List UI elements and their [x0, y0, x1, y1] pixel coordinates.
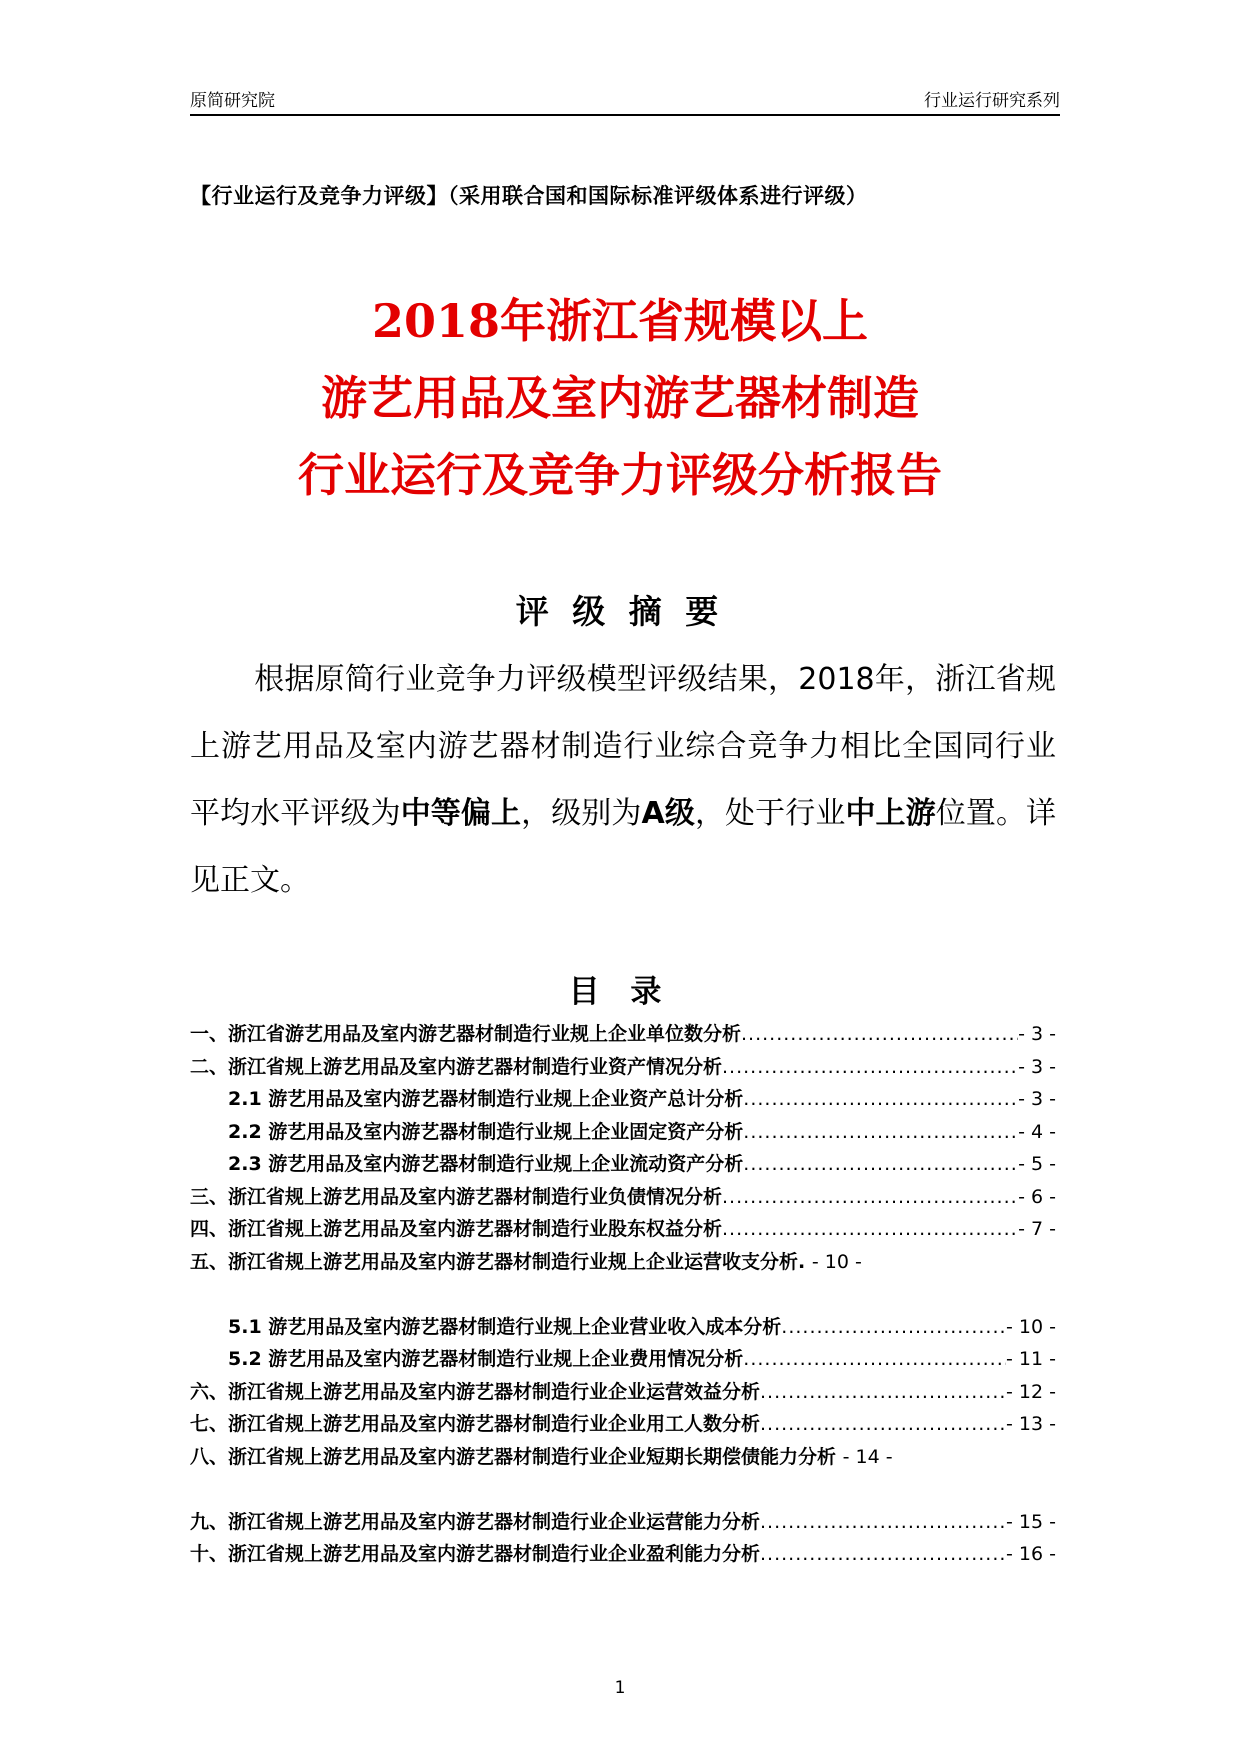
toc-item[interactable] [190, 1343, 1056, 1376]
table-of-contents [190, 1018, 1056, 1571]
report-title-line-2: 游艺用品及室内游艺器材制造 [321, 371, 919, 425]
summary-text-1: 根据原简行业竞争力评级模型评级结果，2018年，浙江省规上游艺用品及室内游艺器材制造行业综合竞争力相比全国同行业平均水平评级为 [190, 662, 1056, 831]
rating-subtitle: 【行业运行及竞争力评级】（采用联合国和国际标准评级体系进行评级） [190, 184, 868, 208]
summary-rating-grade: A级 [641, 796, 695, 831]
toc-item-label: 四、浙江省规上游艺用品及室内游艺器材制造行业股东权益分析 [190, 1218, 723, 1240]
toc-item[interactable] [190, 1018, 1056, 1051]
toc-item-page: - 3 - [1018, 1023, 1056, 1045]
toc-item-page: - 7 - [1018, 1218, 1056, 1240]
toc-item-label: 2.3 游艺用品及室内游艺器材制造行业规上企业流动资产分析 [228, 1153, 744, 1175]
toc-item-label: 2.1 游艺用品及室内游艺器材制造行业规上企业资产总计分析 [228, 1088, 744, 1110]
toc-item-label: 5.2 游艺用品及室内游艺器材制造行业规上企业费用情况分析 [228, 1348, 744, 1370]
toc-leader [743, 1343, 1006, 1376]
report-title-line-3: 行业运行及竞争力评级分析报告 [298, 448, 942, 502]
toc-item[interactable] [190, 1051, 1056, 1084]
report-title-line-1: 2018年浙江省规模以上 [371, 294, 869, 348]
page-number: 1 [614, 1678, 626, 1698]
toc-item[interactable] [190, 1441, 1056, 1506]
toc-item-label: 九、浙江省规上游艺用品及室内游艺器材制造行业企业运营能力分析 [190, 1510, 761, 1533]
toc-item-label: 二、浙江省规上游艺用品及室内游艺器材制造行业资产情况分析 [190, 1055, 723, 1078]
toc-item-label: 5.1 游艺用品及室内游艺器材制造行业规上企业营业收入成本分析 [228, 1315, 782, 1338]
toc-item-page: - 14 - [842, 1445, 893, 1468]
toc-item-page: - 16 - [1006, 1543, 1056, 1565]
toc-item[interactable] [190, 1116, 1056, 1149]
toc-leader [722, 1213, 1018, 1246]
header-divider [190, 114, 1060, 116]
toc-item[interactable] [190, 1311, 1056, 1344]
toc-item[interactable] [190, 1376, 1056, 1409]
toc-item-label: 2.2 游艺用品及室内游艺器材制造行业规上企业固定资产分析 [228, 1120, 744, 1143]
toc-item-label: 六、浙江省规上游艺用品及室内游艺器材制造行业企业运营效益分析 [190, 1380, 761, 1403]
summary-text-2: ，级别为 [521, 796, 642, 831]
toc-leader [722, 1181, 1018, 1214]
toc-item[interactable] [190, 1246, 1056, 1311]
toc-item-label: 八、浙江省规上游艺用品及室内游艺器材制造行业企业短期长期偿债能力分析 [190, 1445, 837, 1468]
toc-item-page: - 3 - [1018, 1055, 1056, 1078]
toc-item-label: 一、浙江省游艺用品及室内游艺器材制造行业规上企业单位数分析 [190, 1023, 742, 1045]
summary-text-3: ，处于行业 [694, 796, 846, 831]
toc-item[interactable] [190, 1506, 1056, 1539]
summary-paragraph [190, 646, 1056, 914]
toc-leader [760, 1538, 1006, 1571]
toc-heading: 目 录 [568, 974, 672, 1010]
toc-item[interactable] [190, 1408, 1056, 1441]
toc-item-page: - 5 - [1018, 1153, 1056, 1175]
toc-leader [743, 1083, 1018, 1116]
toc-item-page: - 4 - [1018, 1120, 1056, 1143]
toc-leader [760, 1408, 1006, 1441]
toc-item-label: 五、浙江省规上游艺用品及室内游艺器材制造行业规上企业运营收支分析. [190, 1250, 806, 1273]
toc-item-label: 十、浙江省规上游艺用品及室内游艺器材制造行业企业盈利能力分析 [190, 1543, 761, 1565]
toc-item-page: - 12 - [1006, 1380, 1056, 1403]
toc-leader [743, 1116, 1018, 1149]
summary-rating-level: 中等偏上 [400, 796, 522, 831]
toc-item-page: - 6 - [1018, 1185, 1056, 1208]
toc-item-page: - 15 - [1006, 1510, 1056, 1533]
toc-item[interactable] [190, 1181, 1056, 1214]
toc-item[interactable] [190, 1083, 1056, 1116]
toc-item-page: - 3 - [1018, 1088, 1056, 1110]
summary-heading: 评 级 摘 要 [515, 592, 725, 631]
summary-rating-position: 中上游 [845, 796, 936, 831]
toc-leader [760, 1376, 1006, 1409]
header-left: 原简研究院 [190, 91, 275, 111]
toc-item[interactable] [190, 1538, 1056, 1571]
toc-leader [760, 1506, 1006, 1539]
toc-item-page: - 11 - [1006, 1348, 1056, 1370]
summary-text-4: 位置。详见正文。 [190, 796, 1057, 898]
toc-item-page: - 10 - [1006, 1315, 1056, 1338]
toc-leader [743, 1148, 1018, 1181]
toc-item-page: - 13 - [1006, 1413, 1056, 1435]
toc-item-label: 七、浙江省规上游艺用品及室内游艺器材制造行业企业用工人数分析 [190, 1413, 761, 1435]
toc-leader [781, 1311, 1006, 1344]
toc-item[interactable] [190, 1213, 1056, 1246]
toc-item-page: - 10 - [811, 1250, 862, 1273]
toc-item-label: 三、浙江省规上游艺用品及室内游艺器材制造行业负债情况分析 [190, 1185, 723, 1208]
toc-leader [722, 1051, 1018, 1084]
toc-leader [741, 1018, 1018, 1051]
header-right: 行业运行研究系列 [924, 91, 1060, 111]
toc-item[interactable] [190, 1148, 1056, 1181]
